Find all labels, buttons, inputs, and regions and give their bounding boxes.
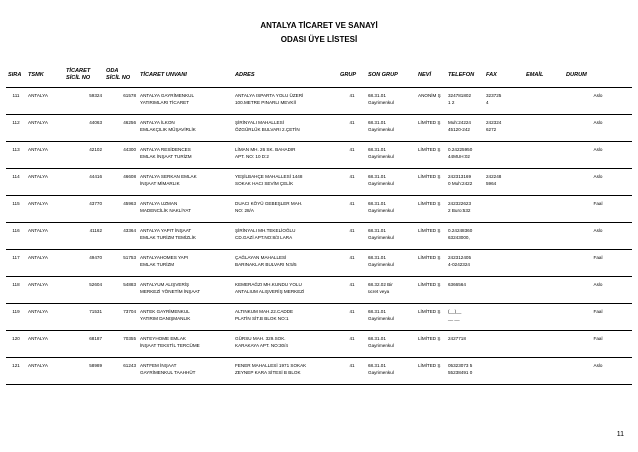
row-sira: 114	[6, 169, 26, 196]
row-fax	[484, 250, 524, 277]
row-nevi: LİMİTED Ş	[416, 331, 446, 358]
row-nevi: LİMİTED Ş	[416, 277, 446, 304]
row-sira: 113	[6, 142, 26, 169]
row-son-grup: 68.31.01 Gayrimenkul	[366, 196, 416, 223]
table-header-row	[6, 63, 632, 88]
row-telefon: 242313169 0 Muh:2422	[446, 169, 484, 196]
row-oda-sicil: 44300	[104, 142, 138, 169]
row-sira: 121	[6, 358, 26, 385]
row-ticaret-sicil: 44416	[64, 169, 104, 196]
row-durum: Aslo	[564, 169, 632, 196]
row-fax	[484, 142, 524, 169]
document-title-line1: ANTALYA TİCARET VE SANAYİ	[260, 21, 378, 30]
row-unvan: ANTFEM İNŞAAT GAYRİMENKUL TAAHHÜT	[138, 358, 233, 385]
row-email	[524, 250, 564, 277]
row-grup: 41	[338, 142, 366, 169]
row-adres: DUACI KÖYÜ GEBEŞLER MAH. NO: 28/A	[233, 196, 338, 223]
col-header-ticaret-unvani: TİCARET UNVANI	[138, 63, 233, 88]
row-son-grup: 68.31.01 Gayrimenkul	[366, 304, 416, 331]
table-row	[6, 304, 632, 331]
row-fax: 323725 4	[484, 88, 524, 115]
row-grup: 41	[338, 331, 366, 358]
row-telefon: 242322623 2 Buro:532	[446, 196, 484, 223]
row-grup: 41	[338, 277, 366, 304]
member-list-table	[6, 63, 632, 385]
row-fax	[484, 196, 524, 223]
col-header-adres: ADRES	[233, 63, 338, 88]
row-ticaret-sicil: 49470	[64, 250, 104, 277]
row-adres: ALTINKUM MAH.22.CADDE PLATİN SİT.B BLOK NO:1	[233, 304, 338, 331]
row-nevi: LİMİTED Ş	[416, 115, 446, 142]
row-nevi: LİMİTED Ş	[416, 142, 446, 169]
row-sira: 115	[6, 196, 26, 223]
row-oda-sicil: 73704	[104, 304, 138, 331]
row-grup: 41	[338, 304, 366, 331]
row-son-grup: 68.31.01 Gayrimenkul	[366, 88, 416, 115]
row-durum: Aslo	[564, 88, 632, 115]
row-durum: Aslo	[564, 358, 632, 385]
row-telefon: 05323073 5 55238491 0	[446, 358, 484, 385]
row-email	[524, 358, 564, 385]
row-ticaret-sicil: 43770	[64, 196, 104, 223]
row-tsmk: ANTALYA	[26, 169, 64, 196]
row-tsmk: ANTALYA	[26, 88, 64, 115]
row-tsmk: ANTALYA	[26, 277, 64, 304]
row-son-grup: 68.31.01 Gayrimenkul	[366, 331, 416, 358]
col-header-tsmk: TSMK	[26, 63, 64, 88]
row-email	[524, 196, 564, 223]
row-fax	[484, 277, 524, 304]
row-sira: 112	[6, 115, 26, 142]
row-email	[524, 115, 564, 142]
row-durum: Faal	[564, 196, 632, 223]
row-tsmk: ANTALYA	[26, 304, 64, 331]
row-adres: ŞİRİNYALI MH.TEKELİOĞLU CD.GAZİ APT.NO:8/3 LARA	[233, 223, 338, 250]
row-email	[524, 277, 564, 304]
col-header-grup: GRUP	[338, 63, 366, 88]
row-ticaret-sicil: 52604	[64, 277, 104, 304]
row-adres: LİMAN MH. 26 SK. BAHADIR APT. NO: 10 D:2	[233, 142, 338, 169]
row-durum: Aslo	[564, 115, 632, 142]
row-nevi: LİMİTED Ş	[416, 304, 446, 331]
page-number: 11	[616, 431, 624, 438]
col-header-son-grup: SON GRUP	[366, 63, 416, 88]
row-oda-sicil: 43364	[104, 223, 138, 250]
row-son-grup: 68.32.02 Bir ücret veya	[366, 277, 416, 304]
row-tsmk: ANTALYA	[26, 142, 64, 169]
row-telefon: 324781802 1 2	[446, 88, 484, 115]
table-row	[6, 250, 632, 277]
row-durum: Faal	[564, 250, 632, 277]
row-nevi: LİMİTED Ş	[416, 169, 446, 196]
row-nevi: LİMİTED Ş	[416, 250, 446, 277]
row-ticaret-sicil: 41162	[64, 223, 104, 250]
row-unvan: ANTALYA YAPIT İNŞAAT EMLAK TURİZM TEMİZLİK	[138, 223, 233, 250]
col-header-fax: FAX	[484, 63, 524, 88]
table-row	[6, 358, 632, 385]
row-unvan: ANTALYA UZMAN MADENCİLİK NAKLİYAT	[138, 196, 233, 223]
row-adres: ÇAĞLAYAN MAHALLESİ BARINAKLAR BULVARI N:5/5	[233, 250, 338, 277]
row-sira: 116	[6, 223, 26, 250]
row-email	[524, 88, 564, 115]
row-telefon: 2427718	[446, 331, 484, 358]
row-oda-sicil: 70355	[104, 331, 138, 358]
col-header-oda-sicil: ODA SİCİL NO	[104, 63, 138, 88]
row-sira: 111	[6, 88, 26, 115]
row-durum: Aslo	[564, 277, 632, 304]
col-header-telefon: TELEFON	[446, 63, 484, 88]
row-tsmk: ANTALYA	[26, 115, 64, 142]
col-header-sira: SIRA	[6, 63, 26, 88]
row-email	[524, 304, 564, 331]
row-telefon: 0.24248360 63243000,	[446, 223, 484, 250]
row-adres: GÜRSU MAH. 329.SOK. KARAKAYA APT. NO:30/4	[233, 331, 338, 358]
row-adres: KEMERAĞZI MH.KUNDU YOLU ANTALIUM ALIŞVERİŞ MERKEZİ	[233, 277, 338, 304]
row-son-grup: 68.31.01 Gayrimenkul	[366, 169, 416, 196]
row-son-grup: 68.31.01 Gayrimenkul	[366, 142, 416, 169]
row-ticaret-sicil: 68187	[64, 331, 104, 358]
row-ticaret-sicil: 58989	[64, 358, 104, 385]
col-header-email: EMAİL	[524, 63, 564, 88]
row-unvan: ANTALYAHOMES YAPI EMLAK TURİZM	[138, 250, 233, 277]
row-adres: FENER MAHALLESİ 1971 SOKAK ZEYNEP KARA SİTESİ B BLOK	[233, 358, 338, 385]
row-unvan: ANTALYUM ALIŞVERİŞ MERKEZİ YÖNETİM İNŞAAT	[138, 277, 233, 304]
row-telefon: 6366564	[446, 277, 484, 304]
row-grup: 41	[338, 169, 366, 196]
row-sira: 119	[6, 304, 26, 331]
row-ticaret-sicil: 42102	[64, 142, 104, 169]
row-oda-sicil: 54883	[104, 277, 138, 304]
row-durum: Aslo	[564, 223, 632, 250]
row-telefon: Muh:24224 45120-242	[446, 115, 484, 142]
row-unvan: ANTEYHOME EMLAK İNŞAAT TEKSTİL TERCÜME	[138, 331, 233, 358]
row-oda-sicil: 46608	[104, 169, 138, 196]
row-durum: Aslo	[564, 142, 632, 169]
row-son-grup: 68.31.01 Gayrimenkul	[366, 358, 416, 385]
row-email	[524, 142, 564, 169]
row-oda-sicil: 61578	[104, 88, 138, 115]
row-tsmk: ANTALYA	[26, 223, 64, 250]
row-grup: 41	[338, 115, 366, 142]
row-unvan: ANTALYA RESİDENCES EMLAK İNŞAAT TURİZM	[138, 142, 233, 169]
row-telefon: 242312405 4-0242324	[446, 250, 484, 277]
table-row	[6, 169, 632, 196]
row-fax: 242248 5964	[484, 169, 524, 196]
row-tsmk: ANTALYA	[26, 196, 64, 223]
row-tsmk: ANTALYA	[26, 358, 64, 385]
row-fax	[484, 223, 524, 250]
row-oda-sicil: 45963	[104, 196, 138, 223]
row-tsmk: ANTALYA	[26, 250, 64, 277]
row-unvan: ANTALYA İLKON EMLAKÇILIK MÜŞAVİRLİK	[138, 115, 233, 142]
row-sira: 117	[6, 250, 26, 277]
row-nevi: ANONİM Ş	[416, 88, 446, 115]
row-durum: Faal	[564, 331, 632, 358]
row-fax: 242324 6272	[484, 115, 524, 142]
row-adres: YEŞİLBAHÇE MAHALLESİ 1448 SOKAK HACI SEVİM ÇELİK	[233, 169, 338, 196]
row-grup: 41	[338, 196, 366, 223]
row-fax	[484, 304, 524, 331]
col-header-ticaret-sicil: TİCARET SİCİL NO	[64, 63, 104, 88]
row-unvan: ANTALYA SERKAN EMLAK İNŞAAT MİMARLIK	[138, 169, 233, 196]
table-row	[6, 331, 632, 358]
row-sira: 118	[6, 277, 26, 304]
row-oda-sicil: 51753	[104, 250, 138, 277]
row-grup: 41	[338, 223, 366, 250]
row-ticaret-sicil: 44063	[64, 115, 104, 142]
row-sira: 120	[6, 331, 26, 358]
row-son-grup: 68.31.01 Gayrimenkul	[366, 223, 416, 250]
row-adres: ŞİRİNYALI MAHALLESİ ÖZGÜRLÜK BULVARI 2.ÇETİN	[233, 115, 338, 142]
row-tsmk: ANTALYA	[26, 331, 64, 358]
row-nevi: LİMİTED Ş	[416, 196, 446, 223]
row-durum: Faal	[564, 304, 632, 331]
row-nevi: LİMİTED Ş	[416, 358, 446, 385]
table-row	[6, 142, 632, 169]
row-adres: ANTALYA ISPARTA YOLU ÜZERİ 100.METRE PINARLI MEVKİİ	[233, 88, 338, 115]
row-oda-sicil: 61243	[104, 358, 138, 385]
document-title-line2: ODASI ÜYE LİSTESİ	[280, 35, 358, 44]
row-email	[524, 223, 564, 250]
row-oda-sicil: 46256	[104, 115, 138, 142]
row-unvan: ANTALYA GAYRİMENKUL YATIRIMLARI TİCARET	[138, 88, 233, 115]
row-fax	[484, 358, 524, 385]
row-ticaret-sicil: 59324	[64, 88, 104, 115]
row-son-grup: 68.31.01 Gayrimenkul	[366, 115, 416, 142]
row-grup: 41	[338, 358, 366, 385]
row-fax	[484, 331, 524, 358]
row-telefon: (__)__ __ __	[446, 304, 484, 331]
table-row	[6, 223, 632, 250]
row-grup: 41	[338, 250, 366, 277]
table-row	[6, 196, 632, 223]
table-row	[6, 88, 632, 115]
col-header-nevi: NEVİ	[416, 63, 446, 88]
col-header-durum: DURUM	[564, 63, 632, 88]
row-nevi: LİMİTED Ş	[416, 223, 446, 250]
table-row	[6, 277, 632, 304]
row-son-grup: 68.31.01 Gayrimenkul	[366, 250, 416, 277]
row-unvan: ANTEK GAYRİMENKUL YATIRIM DANIŞMANLIK	[138, 304, 233, 331]
row-ticaret-sicil: 71531	[64, 304, 104, 331]
row-grup: 41	[338, 88, 366, 115]
row-email	[524, 331, 564, 358]
row-email	[524, 169, 564, 196]
table-row	[6, 115, 632, 142]
row-telefon: 0.24225950 44MUH:02	[446, 142, 484, 169]
